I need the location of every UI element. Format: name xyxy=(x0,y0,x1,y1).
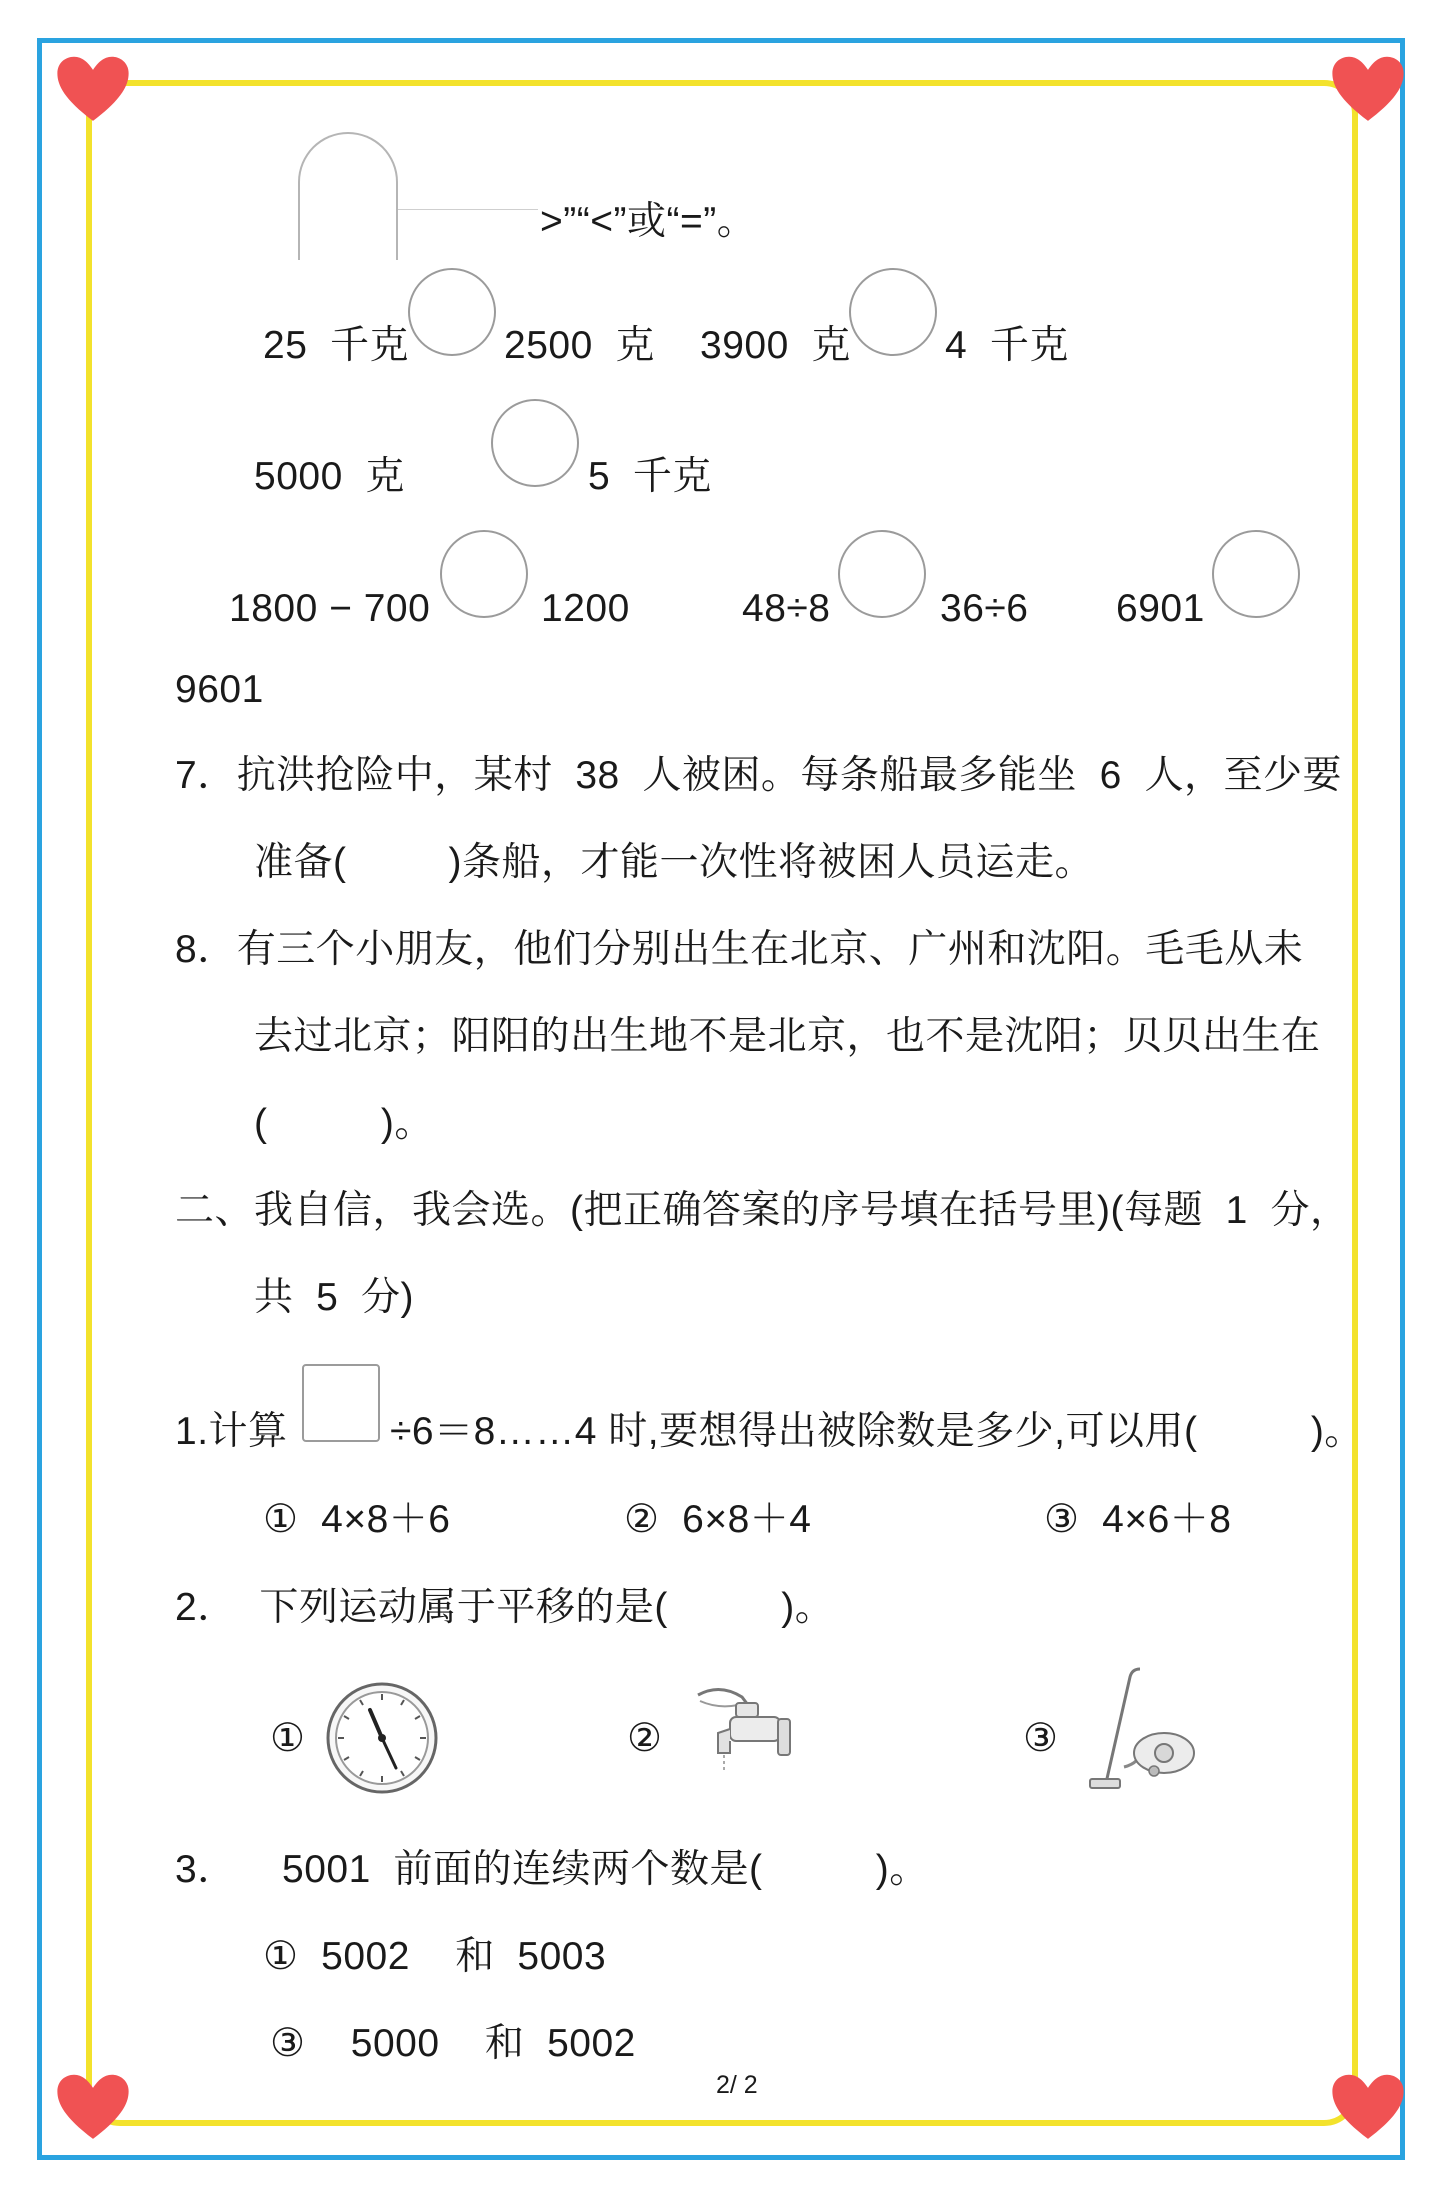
compare-blank[interactable] xyxy=(491,399,579,487)
compare-item: 25 千克 xyxy=(263,324,410,367)
vacuum-cleaner-icon xyxy=(1084,1665,1198,1799)
heart-icon xyxy=(1330,2070,1406,2146)
compare-item: 5000 克 xyxy=(254,455,405,498)
heart-icon xyxy=(55,52,131,128)
compare-item: 48÷8 xyxy=(742,587,831,630)
instruction-tail: >”“<”或“=”。 xyxy=(540,200,757,243)
question-7-line: 准备( )条船，才能一次性将被困人员运走。 xyxy=(254,841,1094,884)
compare-blank[interactable] xyxy=(838,530,926,618)
mc-3-option[interactable]: ③ 5000 和 5002 xyxy=(270,2022,636,2065)
mc-1-option[interactable]: ② 6×8＋4 xyxy=(624,1498,812,1541)
mc-1-option[interactable]: ③ 4×6＋8 xyxy=(1044,1498,1232,1541)
heart-icon xyxy=(1330,52,1406,128)
compare-item: 4 千克 xyxy=(945,324,1069,367)
mc-3-option[interactable]: ① 5002 和 5003 xyxy=(263,1935,607,1978)
mc-3-stem: 3． 5001 前面的连续两个数是( )。 xyxy=(175,1848,929,1891)
question-8-line: 8．有三个小朋友，他们分别出生在北京、广州和沈阳。毛毛从未 xyxy=(175,928,1304,971)
compare-item: 2500 克 xyxy=(504,324,655,367)
question-8-line: 去过北京；阳阳的出生地不是北京，也不是沈阳；贝贝出生在 xyxy=(254,1015,1321,1058)
compare-item: 6901 xyxy=(1116,587,1205,630)
faucet-icon xyxy=(690,1675,802,1797)
answer-arch-graphic xyxy=(298,132,398,260)
question-7-line: 7．抗洪抢险中，某村 38 人被困。每条船最多能坐 6 人，至少要 xyxy=(175,754,1342,797)
mc-2-option[interactable]: ③ xyxy=(1023,1717,1059,1760)
dividend-blank-box[interactable] xyxy=(302,1364,380,1442)
mc-2-option[interactable]: ① xyxy=(270,1717,306,1760)
page-number: 2/ 2 xyxy=(716,2071,758,2099)
compare-blank[interactable] xyxy=(849,268,937,356)
compare-item: 9601 xyxy=(175,668,264,711)
compare-item: 3900 克 xyxy=(700,324,851,367)
compare-item: 5 千克 xyxy=(588,455,712,498)
mc-2-option[interactable]: ② xyxy=(627,1717,663,1760)
question-8-line: ( )。 xyxy=(254,1102,434,1145)
divider xyxy=(398,209,538,210)
compare-item: 36÷6 xyxy=(940,587,1029,630)
compare-blank[interactable] xyxy=(408,268,496,356)
section-heading: 二、我自信，我会选。(把正确答案的序号填在括号里)(每题 1 分， xyxy=(175,1189,1350,1232)
compare-blank[interactable] xyxy=(440,530,528,618)
section-heading: 共 5 分) xyxy=(254,1276,415,1319)
compare-blank[interactable] xyxy=(1212,530,1300,618)
mc-2-stem: 2． 下列运动属于平移的是( )。 xyxy=(175,1586,835,1629)
mc-1-prefix: 1.计算 xyxy=(175,1410,288,1453)
compare-item: 1800 − 700 xyxy=(229,587,431,630)
mc-1-option[interactable]: ① 4×8＋6 xyxy=(263,1498,451,1541)
compare-item: 1200 xyxy=(541,587,630,630)
clock-icon xyxy=(324,1680,440,1796)
mc-1-suffix: ÷6＝8……4 时,要想得出被除数是多少,可以用( )。 xyxy=(390,1410,1364,1453)
heart-icon xyxy=(55,2070,131,2146)
